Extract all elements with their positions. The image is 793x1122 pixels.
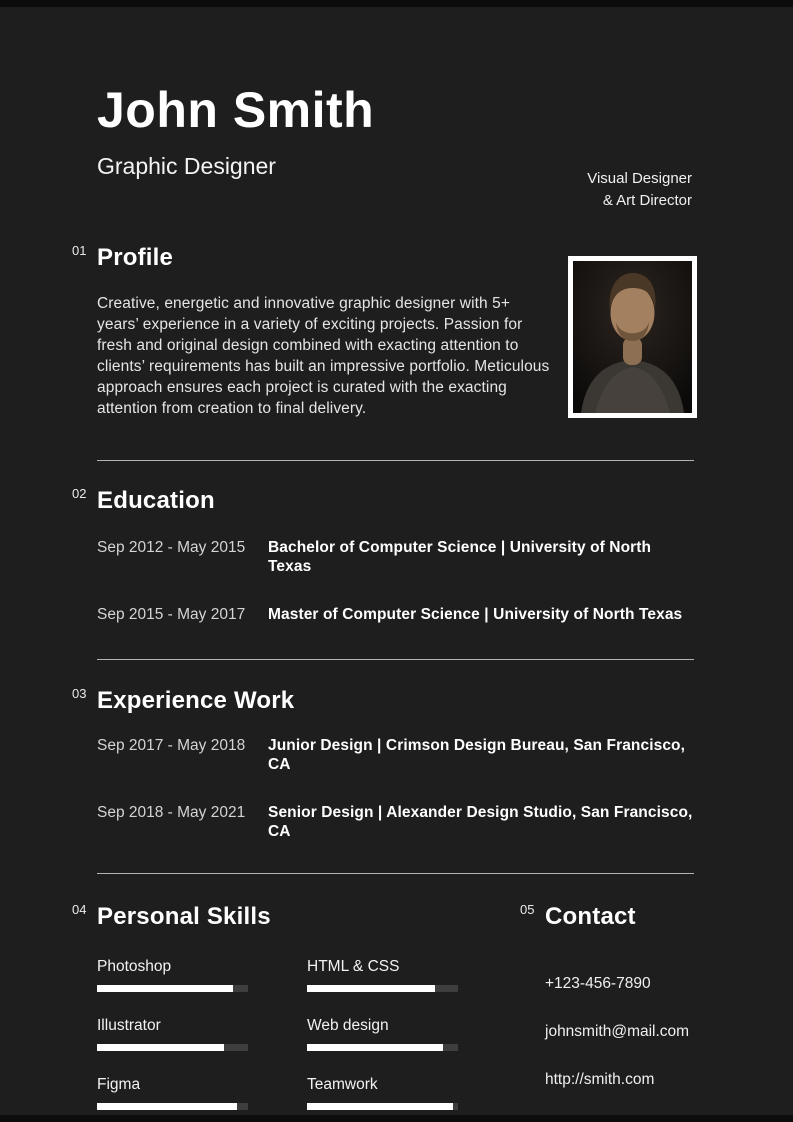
profile-photo xyxy=(568,256,697,418)
skill-bar-track xyxy=(307,985,458,992)
profile-section-title: Profile xyxy=(97,244,174,271)
profile-section-heading xyxy=(72,243,694,276)
divider-1 xyxy=(97,460,694,461)
skill-label: Figma xyxy=(97,1076,141,1093)
skill-item xyxy=(307,957,458,992)
contact-section-title: Contact xyxy=(545,903,636,930)
divider-2 xyxy=(97,659,694,660)
education-dates: Sep 2015 - May 2017 xyxy=(97,606,246,623)
skill-item xyxy=(97,957,248,992)
contact-section-number: 05 xyxy=(520,902,535,917)
tagline-line2: & Art Director xyxy=(602,191,692,209)
skill-label: Photoshop xyxy=(97,958,172,975)
skill-item xyxy=(97,1016,248,1051)
skill-label: Teamwork xyxy=(307,1076,378,1093)
contact-email: johnsmith@mail.com xyxy=(545,1023,690,1040)
education-section-number: 02 xyxy=(72,486,87,501)
contact-list xyxy=(545,974,694,1089)
tagline-line1: Visual Designer xyxy=(587,170,692,187)
skill-bar-fill xyxy=(97,985,233,992)
skills-grid xyxy=(97,957,458,1110)
skill-bar-fill xyxy=(97,1044,224,1051)
skill-bar-fill xyxy=(307,1044,443,1051)
education-row xyxy=(97,538,694,576)
education-section-title: Education xyxy=(97,487,215,514)
top-edge-bar xyxy=(0,0,793,7)
skill-bar-fill xyxy=(307,1103,453,1110)
skill-label: Web design xyxy=(307,1017,389,1034)
experience-section-heading xyxy=(72,686,694,719)
skill-item xyxy=(307,1016,458,1051)
skills-section-heading xyxy=(72,902,458,935)
skill-bar-track xyxy=(97,985,248,992)
contact-phone: +123-456-7890 xyxy=(545,975,651,992)
skill-bar-fill xyxy=(307,985,435,992)
skills-section-title: Personal Skills xyxy=(97,903,271,930)
skill-bar-track xyxy=(97,1044,248,1051)
experience-role: Junior Design | Crimson Design Bureau, San Francisco, CA xyxy=(268,737,686,773)
experience-row xyxy=(97,736,694,774)
skill-bar-track xyxy=(307,1044,458,1051)
person-name: John Smith xyxy=(97,82,375,138)
education-section-heading xyxy=(72,486,694,519)
experience-section-title: Experience Work xyxy=(97,687,295,714)
person-title: Graphic Designer xyxy=(97,153,276,179)
portrait-illustration xyxy=(573,261,692,413)
contact-column xyxy=(458,902,694,1110)
profile-section-number: 01 xyxy=(72,243,87,258)
skill-label: HTML & CSS xyxy=(307,958,400,975)
education-degree: Bachelor of Computer Science | University of North Texas xyxy=(268,539,652,575)
experience-section-number: 03 xyxy=(72,686,87,701)
skill-bar-fill xyxy=(97,1103,237,1110)
person-tagline xyxy=(587,168,692,211)
skill-bar-track xyxy=(307,1103,458,1110)
education-dates: Sep 2012 - May 2015 xyxy=(97,539,246,556)
bottom-edge-bar xyxy=(0,1115,793,1122)
divider-3 xyxy=(97,873,694,874)
skill-label: Illustrator xyxy=(97,1017,161,1034)
skills-section-number: 04 xyxy=(72,902,87,917)
experience-dates: Sep 2018 - May 2021 xyxy=(97,804,246,821)
bottom-columns xyxy=(72,902,694,1110)
skill-bar-track xyxy=(97,1103,248,1110)
contact-website: http://smith.com xyxy=(545,1071,655,1088)
experience-role: Senior Design | Alexander Design Studio, San Francisco, CA xyxy=(268,804,693,840)
education-row xyxy=(97,605,694,624)
experience-row xyxy=(97,803,694,841)
education-degree: Master of Computer Science | University of North Texas xyxy=(268,606,683,623)
skill-item xyxy=(97,1075,248,1110)
profile-summary-text: Creative, energetic and innovative graphic designer with 5+ years’ experience in a variety of exciting projects. Passion for fresh and original design combined with exacting attention to clients’ requirements has built an impressive portfolio. Meticulous approach ensures each project is curated with the exacting attention from creation to final delivery. xyxy=(97,295,550,417)
skills-column xyxy=(72,902,458,1110)
skill-item xyxy=(307,1075,458,1110)
contact-section-heading xyxy=(520,902,694,935)
experience-dates: Sep 2017 - May 2018 xyxy=(97,737,246,754)
